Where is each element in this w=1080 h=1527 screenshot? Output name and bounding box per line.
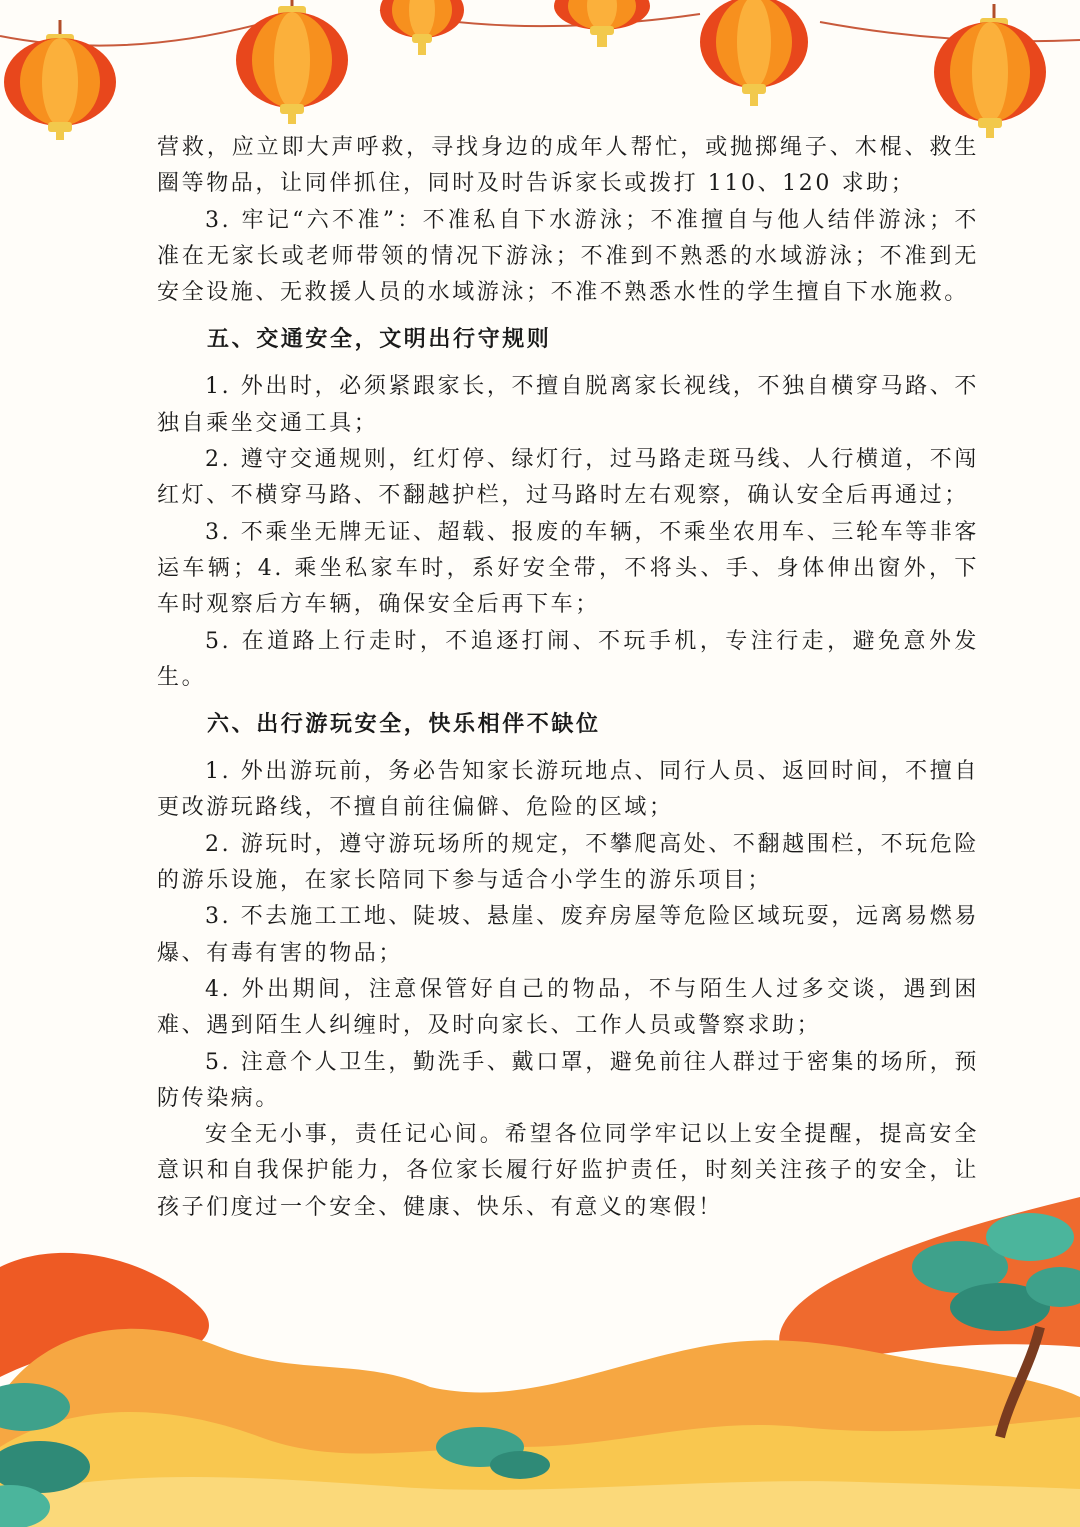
list-item: 2. 游玩时，遵守游玩场所的规定，不攀爬高处、不翻越围栏，不玩危险的游乐设施，在家长陪同下参与适合小学生的游乐项目； <box>157 831 979 894</box>
garland-string <box>0 10 1080 46</box>
cloud-landscape <box>0 1197 1080 1527</box>
lantern-icon <box>700 0 808 106</box>
list-item: 5. 注意个人卫生，勤洗手、戴口罩，避免前往人群过于密集的场所，预防传染病。 <box>157 1049 979 1111</box>
list-item: 2. 遵守交通规则，红灯停、绿灯行，过马路走斑马线、人行横道，不闯红灯、不横穿马路、不翻越护栏，过马路时左右观察，确认安全后再通过； <box>157 447 979 509</box>
lantern-garland <box>0 0 1080 150</box>
lantern-icon <box>236 0 348 124</box>
list-item: 1. 外出游玩前，务必告知家长游玩地点、同行人员、返回时间，不擅自更改游玩路线，不擅自前往偏僻、危险的区域； <box>157 759 979 821</box>
paragraph: 营救，应立即大声呼救，寻找身边的成年人帮忙，或抛掷绳子、木棍、救生圈等物品，让同伴抓住，同时及时告诉家长或拨打 110、120 求助； <box>157 135 979 197</box>
lantern-icon <box>934 4 1046 138</box>
lantern-icon <box>4 20 116 140</box>
list-item: 5. 在道路上行走时，不追逐打闹、不玩手机，专注行走，避免意外发生。 <box>157 628 979 690</box>
lantern-icon <box>554 0 650 47</box>
closing-paragraph: 安全无小事，责任记心间。希望各位同学牢记以上安全提醒，提高安全意识和自我保护能力，各位家长履行好监护责任，时刻关注孩子的安全，让孩子们度过一个安全、健康、快乐、有意义的寒假！ <box>157 1122 979 1220</box>
section-heading: 六、出行游玩安全，快乐相伴不缺位 <box>207 712 601 738</box>
list-item: 3. 不乘坐无牌无证、超载、报废的车辆，不乘坐农用车、三轮车等非客运车辆；4. 乘坐私家车时，系好安全带，不将头、手、身体伸出窗外，下车时观察后方车辆，确保安全后再下车； <box>157 519 979 618</box>
section-heading: 五、交通安全，文明出行守规则 <box>207 327 552 353</box>
list-item: 1. 外出时，必须紧跟家长，不擅自脱离家长视线，不独自横穿马路、不独自乘坐交通工具； <box>157 374 979 436</box>
document-body <box>157 130 979 1226</box>
lantern-icon <box>380 0 464 55</box>
list-item: 3. 不去施工工地、陡坡、悬崖、废弃房屋等危险区域玩耍，远离易燃易爆、有毒有害的物品； <box>157 904 979 966</box>
list-item: 4. 外出期间，注意保管好自己的物品，不与陌生人过多交谈，遇到困难、遇到陌生人纠缠时，及时向家长、工作人员或警察求助； <box>157 976 979 1039</box>
paragraph: 3. 牢记“六不准”：不准私自下水游泳；不准擅自与他人结伴游泳；不准在无家长或老师带领的情况下游泳；不准到不熟悉的水域游泳；不准到无安全设施、无救援人员的水域游泳；不准不熟悉水性的学生擅自下水施救。 <box>157 207 979 306</box>
